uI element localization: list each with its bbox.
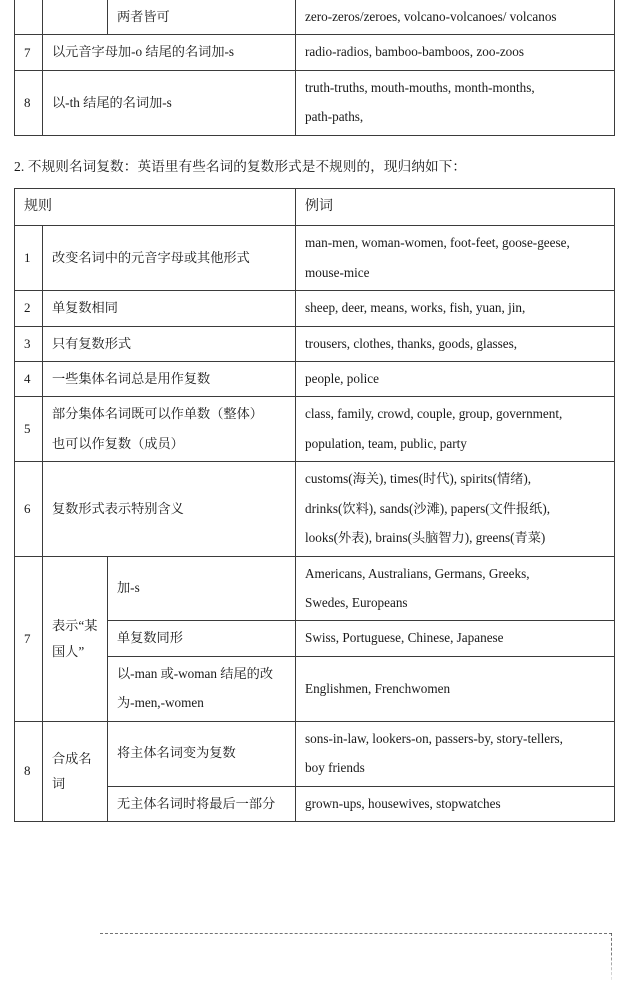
example-line: people, police (305, 371, 379, 387)
rule-line: 部分集体名词既可以作单数（整体） (52, 406, 263, 422)
examples-cell (296, 397, 615, 462)
rule-cell (43, 397, 296, 462)
row-group-label-cell: 表示“某国人” (43, 556, 108, 721)
rule-line: 以-man 或-woman 结尾的改 (117, 665, 274, 681)
example-line: Swiss, Portuguese, Chinese, Japanese (305, 630, 504, 646)
column-header-rule: 规则 (15, 189, 296, 226)
examples-cell (296, 721, 615, 786)
examples-cell (296, 462, 615, 556)
table-row (15, 226, 615, 291)
table-row (15, 70, 615, 135)
example-line: looks(外表), brains(头脑智力), greens(青菜) (305, 530, 546, 546)
examples-cell (296, 326, 615, 361)
row-number-cell: 6 (15, 462, 43, 556)
rule-cell: 复数形式表示特别含义 (43, 462, 296, 556)
example-line: man-men, woman-women, foot-feet, goose-geese, (305, 235, 570, 251)
rule-cell: 单复数相同 (43, 291, 296, 326)
rule-cell: 只有复数形式 (43, 326, 296, 361)
examples-cell (296, 0, 615, 35)
column-header-example: 例词 (296, 189, 615, 226)
example-line: mouse-mice (305, 264, 370, 280)
example-line: sons-in-law, lookers-on, passers-by, story-tellers, (305, 730, 563, 746)
scan-artifact-dashed-edge (611, 933, 612, 980)
rule-cell: 一些集体名词总是用作复数 (43, 362, 296, 397)
examples-cell (296, 656, 615, 721)
row-number-cell: 8 (15, 721, 43, 821)
example-line: customs(海关), times(时代), spirits(情绪), (305, 471, 532, 487)
subrule-cell: 单复数同形 (108, 621, 296, 656)
example-line: Americans, Australians, Germans, Greeks, (305, 565, 530, 581)
row-sublabel-cell (43, 0, 108, 35)
table-row (15, 326, 615, 361)
row-number-cell: 1 (15, 226, 43, 291)
example-line: zero-zeros/zeroes, volcano-volcanoes/ volcanos (305, 9, 557, 24)
row-number-cell: 8 (15, 70, 43, 135)
rule-cell: 改变名词中的元音字母或其他形式 (43, 226, 296, 291)
example-line: radio-radios, bamboo-bamboos, zoo-zoos (305, 44, 525, 60)
table-row (15, 35, 615, 70)
examples-cell (296, 35, 615, 70)
subrule-cell: 无主体名词时将最后一部分 (108, 786, 296, 821)
example-line: class, family, crowd, couple, group, government, (305, 406, 563, 422)
example-line: grown-ups, housewives, stopwatches (305, 795, 501, 811)
noun-plural-rules-table-continued (14, 0, 615, 136)
example-line: path-paths, (305, 109, 364, 125)
example-line: truth-truths, mouth-mouths, month-months, (305, 79, 535, 95)
table-row (15, 556, 615, 621)
examples-cell (296, 621, 615, 656)
rule-line: 为-men,-women (117, 695, 204, 711)
example-line: population, team, public, party (305, 435, 467, 451)
table-row (15, 397, 615, 462)
examples-cell (296, 291, 615, 326)
example-line: drinks(饮料), sands(沙滩), papers(文件报纸), (305, 500, 551, 516)
example-line: Englishmen, Frenchwomen (305, 680, 451, 696)
examples-cell (296, 362, 615, 397)
row-number-cell: 4 (15, 362, 43, 397)
page-bottom-fade (0, 952, 640, 983)
rule-line: 也可以作复数（成员） (52, 435, 184, 451)
rule-cell: 两者皆可 (108, 0, 296, 35)
row-number-cell: 3 (15, 326, 43, 361)
examples-cell (296, 556, 615, 621)
table-row (15, 0, 615, 35)
subrule-cell: 加-s (108, 556, 296, 621)
example-line: Swedes, Europeans (305, 594, 408, 610)
row-number-cell: 7 (15, 556, 43, 721)
example-line: boy friends (305, 760, 365, 776)
examples-cell (296, 70, 615, 135)
table-row (15, 721, 615, 786)
rule-cell: 以元音字母加-o 结尾的名词加-s (43, 35, 296, 70)
subrule-cell: 将主体名词变为复数 (108, 721, 296, 786)
table-row (15, 362, 615, 397)
rule-cell: 以-th 结尾的名词加-s (43, 70, 296, 135)
example-line: trousers, clothes, thanks, goods, glasses, (305, 335, 518, 351)
row-number-cell: 5 (15, 397, 43, 462)
row-number-cell: 2 (15, 291, 43, 326)
row-group-label-cell: 合成名词 (43, 721, 108, 821)
table-row (15, 462, 615, 556)
section-heading: 2. 不规则名词复数：英语里有些名词的复数形式是不规则的，现归纳如下： (14, 158, 467, 174)
table-row (15, 291, 615, 326)
example-line: sheep, deer, means, works, fish, yuan, jin, (305, 300, 526, 316)
row-number-cell: 7 (15, 35, 43, 70)
examples-cell (296, 786, 615, 821)
row-number-cell (15, 0, 43, 35)
scan-artifact-dashed-line (100, 933, 612, 934)
table-header-row (15, 189, 615, 226)
subrule-cell (108, 656, 296, 721)
irregular-noun-plurals-table (14, 188, 615, 821)
examples-cell (296, 226, 615, 291)
